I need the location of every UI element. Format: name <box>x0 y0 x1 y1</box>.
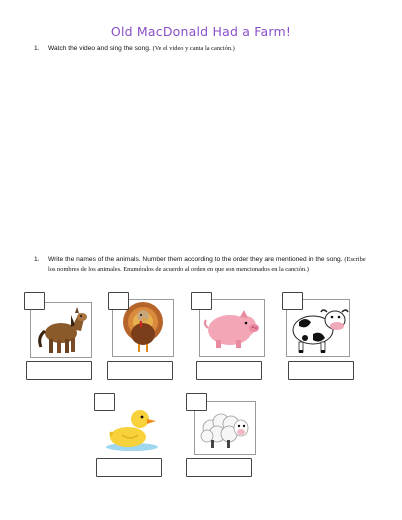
order-box-pig[interactable] <box>191 292 212 310</box>
order-box-turkey[interactable] <box>108 292 129 310</box>
question-2 <box>34 255 370 274</box>
page-title: Old MacDonald Had a Farm! <box>110 24 292 39</box>
answer-box-pig[interactable] <box>196 361 262 380</box>
question-1-english: Watch the video and sing the song. <box>48 45 151 52</box>
question-2-spanish: (Escribe los nombres de los animales. Enuméralos de acuerdo al orden en que son mencionados en la canción.) <box>48 256 366 273</box>
question-1-number: 1. <box>34 45 40 52</box>
question-1 <box>34 44 374 54</box>
horse-picture <box>30 302 92 358</box>
order-box-sheep[interactable] <box>186 393 207 411</box>
horse-icon <box>31 303 91 357</box>
question-1-spanish: (Ve el video y canta la canción.) <box>152 45 235 52</box>
answer-box-sheep[interactable] <box>186 458 252 477</box>
question-2-english: Write the names of the animals. Number them according to the order they are mentioned in the song. <box>48 256 343 263</box>
answer-box-cow[interactable] <box>288 361 354 380</box>
answer-box-turkey[interactable] <box>107 361 173 380</box>
order-box-duck[interactable] <box>94 393 115 411</box>
answer-box-duck[interactable] <box>96 458 162 477</box>
order-box-horse[interactable] <box>24 292 45 310</box>
answer-box-horse[interactable] <box>26 361 92 380</box>
question-2-number: 1. <box>34 256 40 263</box>
order-box-cow[interactable] <box>282 292 303 310</box>
